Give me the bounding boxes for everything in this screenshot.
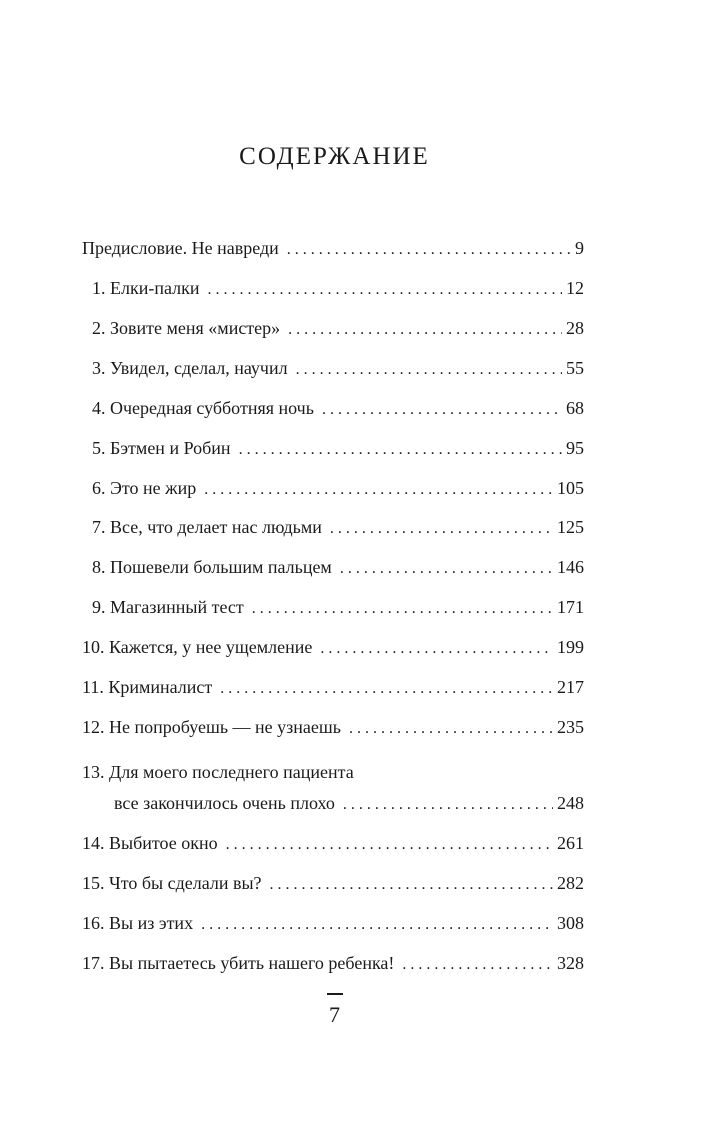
toc-entry-label: 11. Криминалист <box>82 677 213 697</box>
toc-entry <box>82 792 584 816</box>
toc-entry-label: 15. Что бы сделали вы? <box>82 873 262 893</box>
toc-entry-label: Предисловие. Не навреди <box>82 238 279 258</box>
toc-entry-label-line2: все закончилось очень плохо <box>114 793 335 813</box>
toc-entry-label: 4. Очередная субботняя ночь <box>92 398 314 418</box>
toc-entry <box>82 716 584 740</box>
toc-entry-label: 1. Елки-палки <box>92 278 200 298</box>
toc-entry <box>82 872 584 896</box>
toc-leader-dots <box>287 239 571 261</box>
toc-page-number: 28 <box>566 318 584 338</box>
toc-leader-dots <box>402 954 553 976</box>
toc-entry <box>82 952 584 976</box>
toc-page-number: 125 <box>557 517 584 537</box>
toc-entry-preface <box>82 237 584 261</box>
toc-page-number: 146 <box>557 557 584 577</box>
toc-entry-label: 6. Это не жир <box>92 478 197 498</box>
toc-page-number: 235 <box>557 717 584 737</box>
toc-leader-dots <box>320 638 553 660</box>
toc-leader-dots <box>201 914 553 936</box>
toc-entry-label: 17. Вы пытаетесь убить нашего ребенка! <box>82 953 395 973</box>
toc-leader-dots <box>239 439 562 461</box>
toc-page-number: 95 <box>566 438 584 458</box>
toc-page-number: 217 <box>557 677 584 697</box>
toc-entry <box>82 556 584 580</box>
toc-page-number: 9 <box>575 238 584 258</box>
toc-page-number: 55 <box>566 358 584 378</box>
toc-entry-label: 14. Выбитое окно <box>82 833 218 853</box>
toc-entry <box>82 832 584 856</box>
toc-leader-dots <box>340 558 553 580</box>
toc-entry <box>82 317 584 341</box>
toc-leader-dots <box>208 279 563 301</box>
toc-entry-label-line1: 13. Для моего последнего пациента <box>82 762 354 782</box>
toc-page-number: 308 <box>557 913 584 933</box>
toc-entry <box>82 676 584 700</box>
toc-leader-dots <box>349 718 553 740</box>
toc-page-number: 68 <box>566 398 584 418</box>
toc-leader-dots <box>220 678 553 700</box>
folio-rule <box>327 993 343 995</box>
toc-entry <box>82 636 584 660</box>
toc-leader-dots <box>288 319 562 341</box>
toc-leader-dots <box>343 794 553 816</box>
toc-entry-label: 12. Не попробуешь — не узнаешь <box>82 717 341 737</box>
toc-entry <box>82 477 584 501</box>
toc-entry <box>82 397 584 421</box>
toc-entry-label: 10. Кажется, у нее ущемление <box>82 637 313 657</box>
toc-entry <box>82 516 584 540</box>
toc-entry <box>82 277 584 301</box>
toc-page-number: 171 <box>557 597 584 617</box>
toc-page-number: 199 <box>557 637 584 657</box>
toc-entry <box>82 912 584 936</box>
toc-leader-dots <box>252 598 553 620</box>
toc-page-number: 282 <box>557 873 584 893</box>
page-number: 7 <box>329 1002 340 1027</box>
toc-page-number: 12 <box>566 278 584 298</box>
toc-entry <box>82 357 584 381</box>
toc-page-number: 248 <box>557 793 584 813</box>
toc-entry-label: 8. Пошевели большим пальцем <box>92 557 332 577</box>
toc-entry-label: 5. Бэтмен и Робин <box>92 438 231 458</box>
toc-leader-dots <box>296 359 562 381</box>
toc-entry-label: 3. Увидел, сделал, научил <box>92 358 288 378</box>
toc-entry <box>82 437 584 461</box>
toc-page-number: 328 <box>557 953 584 973</box>
page-title: СОДЕРЖАНИЕ <box>239 143 430 170</box>
toc-entry-label: 2. Зовите меня «мистер» <box>92 318 281 338</box>
toc-leader-dots <box>226 834 553 856</box>
toc-page-number: 261 <box>557 833 584 853</box>
toc-leader-dots <box>204 479 553 501</box>
toc-page-number: 105 <box>557 478 584 498</box>
toc-entry <box>82 596 584 620</box>
toc-leader-dots <box>270 874 553 896</box>
toc-leader-dots <box>322 399 562 421</box>
toc-entry-label: 9. Магазинный тест <box>92 597 244 617</box>
toc-entry-label: 16. Вы из этих <box>82 913 194 933</box>
toc-entry-label: 7. Все, что делает нас людьми <box>92 517 322 537</box>
toc-leader-dots <box>330 518 553 540</box>
